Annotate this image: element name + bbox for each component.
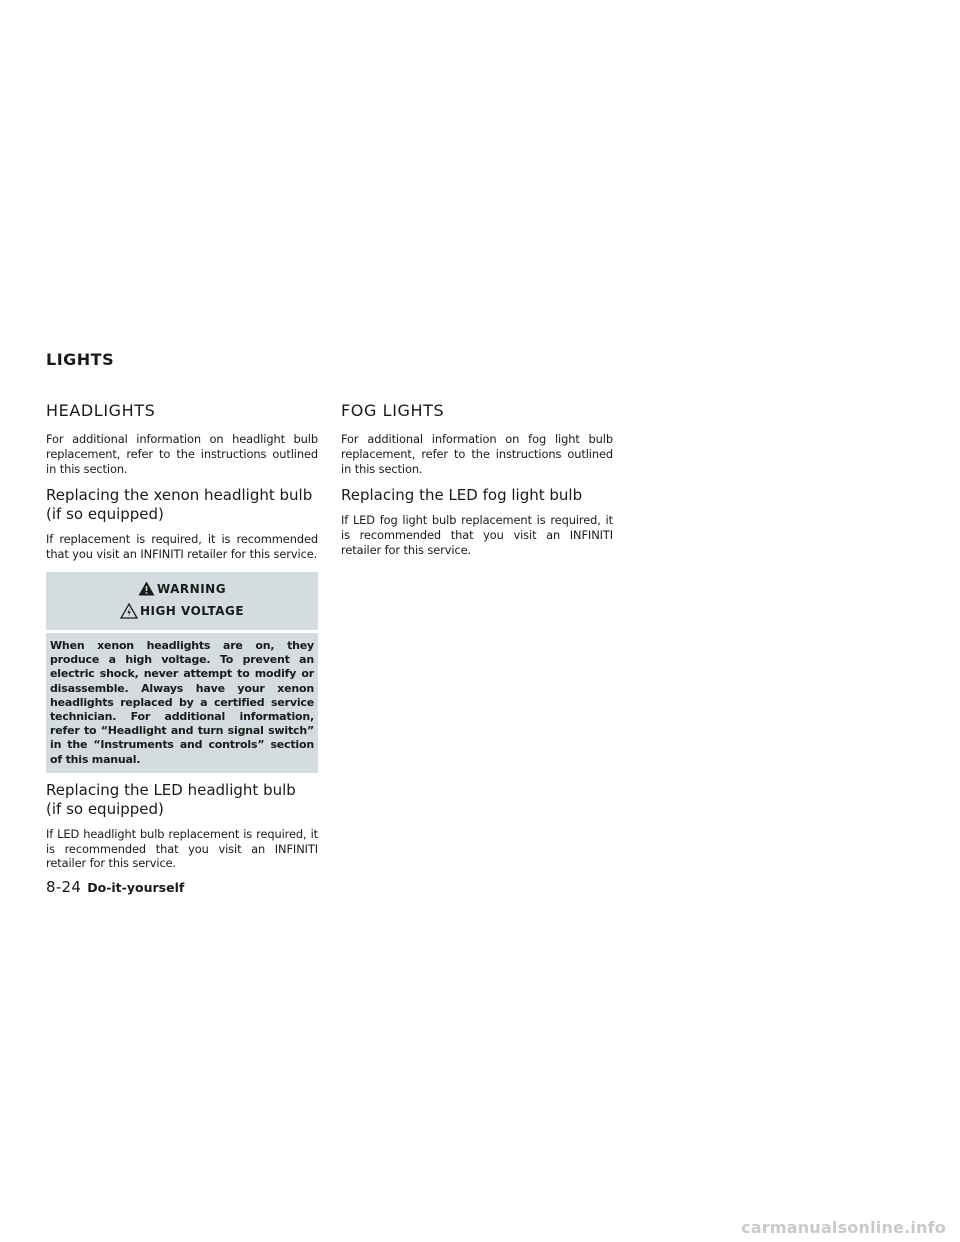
led-headlight-heading (46, 781, 318, 819)
watermark: carmanualsonline.info (741, 1218, 946, 1237)
chapter-name: Do-it-yourself (87, 880, 185, 895)
headlights-heading: HEADLIGHTS (46, 401, 156, 420)
warning-header (46, 572, 318, 630)
high-voltage-line (46, 600, 318, 622)
warning-label: WARNING (156, 581, 227, 596)
high-voltage-label: HIGH VOLTAGE (139, 603, 245, 618)
headlights-body: For additional information on headlight bulb replacement, refer to the instructions outlined in this section. (46, 432, 318, 476)
led-headlight-body: If LED headlight bulb replacement is required, it is recommended that you visit an INFINITI retailer for this service. (46, 826, 318, 871)
page-footer (46, 878, 184, 896)
warning-text: When xenon headlights are on, they produce a high voltage. To prevent an electric shock, never attempt to modify or disassemble. Always have your xenon headlights replaced by a certified service technician. For additional information, refer to “Headlight and turn signal switch” in the “Instruments and controls” section of this manual. (46, 633, 318, 773)
led-heading-line1: Replacing the LED headlight bulb (46, 780, 296, 799)
fog-lights-body: For additional information on fog light bulb replacement, refer to the instructions outlined in this section. (341, 432, 613, 476)
xenon-heading-line2: (if so equipped) (46, 505, 164, 524)
xenon-heading-line1: Replacing the xenon headlight bulb (46, 486, 313, 505)
fog-lights-heading: FOG LIGHTS (341, 401, 445, 420)
warning-box (46, 572, 318, 773)
led-heading-line2: (if so equipped) (46, 799, 164, 818)
xenon-body: If replacement is required, it is recommended that you visit an INFINITI retailer for this service. (46, 532, 318, 562)
high-voltage-icon (120, 603, 138, 619)
left-column (46, 400, 318, 881)
right-column (341, 400, 613, 568)
xenon-heading (46, 486, 318, 524)
fog-led-heading: Replacing the LED fog light bulb (341, 486, 583, 505)
warning-label-line (46, 578, 318, 600)
fog-led-body: If LED fog light bulb replacement is required, it is recommended that you visit an INFINITI retailer for this service. (341, 513, 613, 557)
warning-filled-icon (138, 581, 155, 596)
page-number: 8-24 (46, 878, 82, 896)
section-title: LIGHTS (46, 350, 115, 369)
